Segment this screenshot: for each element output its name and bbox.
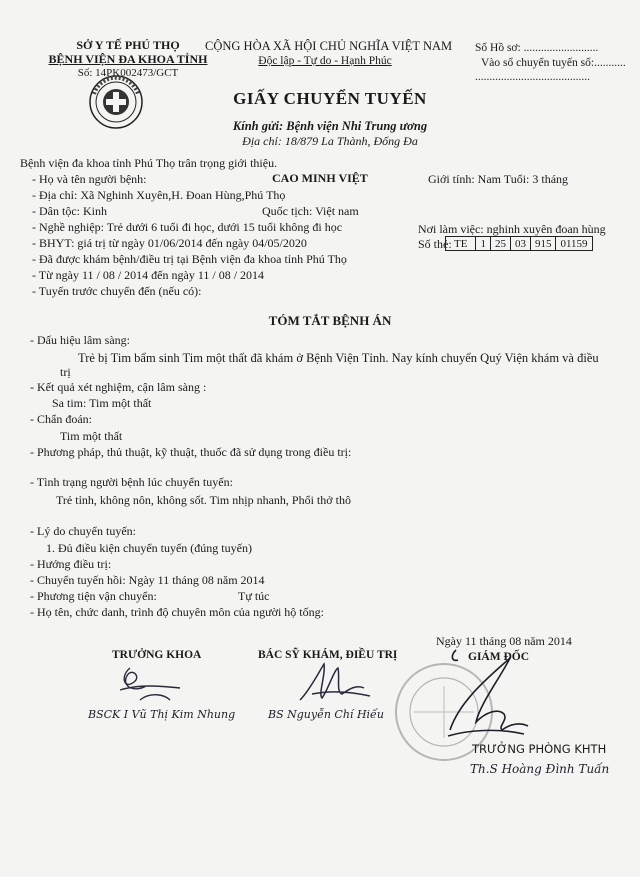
dotted-line: ........................................ bbox=[475, 71, 590, 83]
clinical-signs: Trẻ bị Tim bẩm sinh Tim một thất đã khám ở Bệnh Viện Tỉnh. Nay kính chuyển Quý Viện khám và điều bbox=[78, 351, 599, 365]
summary-title: TÓM TẮT BỆNH ÁN bbox=[268, 313, 392, 328]
register-number: Vào sổ chuyển tuyến số:........... bbox=[481, 57, 626, 69]
tests-result: Sa tim: Tim một thất bbox=[52, 396, 152, 410]
workplace: Nơi làm việc: nghinh xuyên đoan hùng bbox=[418, 222, 606, 236]
hospital-name: BỆNH VIỆN ĐA KHOA TỈNH bbox=[48, 52, 208, 66]
patient-name: CAO MINH VIỆT bbox=[272, 171, 368, 185]
chief-name: Th.S Hoàng Đình Tuấn bbox=[470, 762, 610, 776]
clinical-signs-cont: trị bbox=[60, 365, 71, 379]
vehicle-label: - Phương tiện vận chuyển: bbox=[30, 589, 157, 603]
treatment-direction: - Hướng điều trị: bbox=[30, 557, 112, 571]
clinical-signs-label: - Dấu hiệu lâm sàng: bbox=[30, 333, 130, 347]
diagnosis: Tim một thất bbox=[60, 429, 123, 443]
occupation: - Nghề nghiệp: Trẻ dưới 6 tuổi đi học, dưới 15 tuổi không đi học bbox=[32, 220, 343, 234]
ministry-name: SỞ Y TẾ PHÚ THỌ bbox=[76, 38, 180, 52]
card-part: 25 bbox=[491, 236, 511, 251]
card-part: 01159 bbox=[556, 236, 592, 251]
card-part: TE bbox=[445, 236, 476, 251]
doctor-signature-icon bbox=[300, 664, 370, 700]
doctor-name: BS Nguyễn Chí Hiếu bbox=[268, 708, 384, 721]
patient-name-label: - Họ và tên người bệnh: bbox=[32, 172, 147, 186]
card-part: 03 bbox=[511, 236, 531, 251]
tests-label: - Kết quả xét nghiệm, cận lâm sàng : bbox=[30, 380, 207, 394]
vehicle-value: Tự túc bbox=[238, 589, 270, 603]
chief-title: TRƯỞNG PHÒNG KHTH bbox=[472, 742, 607, 756]
document-number: Số: 14PK002473/GCT bbox=[77, 67, 179, 79]
card-part: 915 bbox=[531, 236, 557, 251]
reason-label: - Lý do chuyển tuyến: bbox=[30, 524, 136, 538]
transfer-time: - Chuyển tuyến hồi: Ngày 11 tháng 08 năm 2014 bbox=[30, 573, 265, 587]
transfer-reason: 1. Đủ điều kiện chuyển tuyến (đúng tuyến) bbox=[46, 541, 252, 555]
card-part: 1 bbox=[476, 236, 491, 251]
methods-used: - Phương pháp, thủ thuật, kỹ thuật, thuốc đã sử dụng trong điều trị: bbox=[30, 445, 352, 459]
treated-at: - Đã được khám bệnh/điều trị tại Bệnh viện đa khoa tỉnh Phú Thọ bbox=[32, 252, 347, 266]
patient-status: Trẻ tỉnh, không nôn, không sốt. Tim nhịp nhanh, Phổi thở thô bbox=[56, 493, 351, 507]
gender-age: Giới tính: Nam Tuổi: 3 tháng bbox=[428, 172, 569, 186]
insurance-card-number bbox=[445, 236, 593, 251]
director-title: GIÁM ĐỐC bbox=[468, 651, 530, 663]
national-motto: Độc lập - Tự do - Hạnh Phúc bbox=[258, 55, 392, 67]
intro-text: Bệnh viện đa khoa tỉnh Phú Thọ trân trọng giới thiệu. bbox=[20, 156, 278, 170]
head-signature-icon bbox=[120, 668, 180, 700]
diagnosis-label: - Chẩn đoán: bbox=[30, 412, 92, 426]
patient-address: - Địa chỉ: Xã Nghinh Xuyên,H. Đoan Hùng,Phú Thọ bbox=[32, 188, 286, 202]
card-label: Số thẻ: bbox=[418, 237, 452, 251]
doctor-title: BÁC SỸ KHÁM, ĐIỀU TRỊ bbox=[258, 649, 398, 661]
recipient: Kính gửi: Bệnh viện Nhi Trung ương bbox=[232, 119, 428, 133]
nationality: Quốc tịch: Việt nam bbox=[262, 204, 359, 218]
file-number: Số Hồ sơ: .......................... bbox=[475, 42, 599, 54]
document-title: GIẤY CHUYỂN TUYẾN bbox=[233, 89, 427, 108]
prior-facility: - Tuyến trước chuyển đến (nếu có): bbox=[32, 284, 202, 298]
ethnicity: - Dân tộc: Kinh bbox=[32, 204, 107, 218]
head-of-department-name: BSCK I Vũ Thị Kim Nhung bbox=[88, 708, 236, 721]
head-of-department-title: TRƯỞNG KHOA bbox=[112, 649, 202, 661]
escort: - Họ tên, chức danh, trình độ chuyên môn của người hộ tống: bbox=[30, 605, 324, 619]
treatment-dates: - Từ ngày 11 / 08 / 2014 đến ngày 11 / 08 / 2014 bbox=[32, 268, 265, 282]
signature-date: Ngày 11 tháng 08 năm 2014 bbox=[436, 634, 572, 648]
status-label: - Tình trạng người bệnh lúc chuyển tuyến: bbox=[30, 475, 233, 489]
republic-name: CỘNG HÒA XÃ HỘI CHỦ NGHĨA VIỆT NAM bbox=[205, 39, 453, 53]
insurance: - BHYT: giá trị từ ngày 01/06/2014 đến ngày 04/05/2020 bbox=[32, 236, 307, 250]
recipient-address: Địa chỉ: 18/879 La Thành, Đống Đa bbox=[242, 134, 418, 148]
